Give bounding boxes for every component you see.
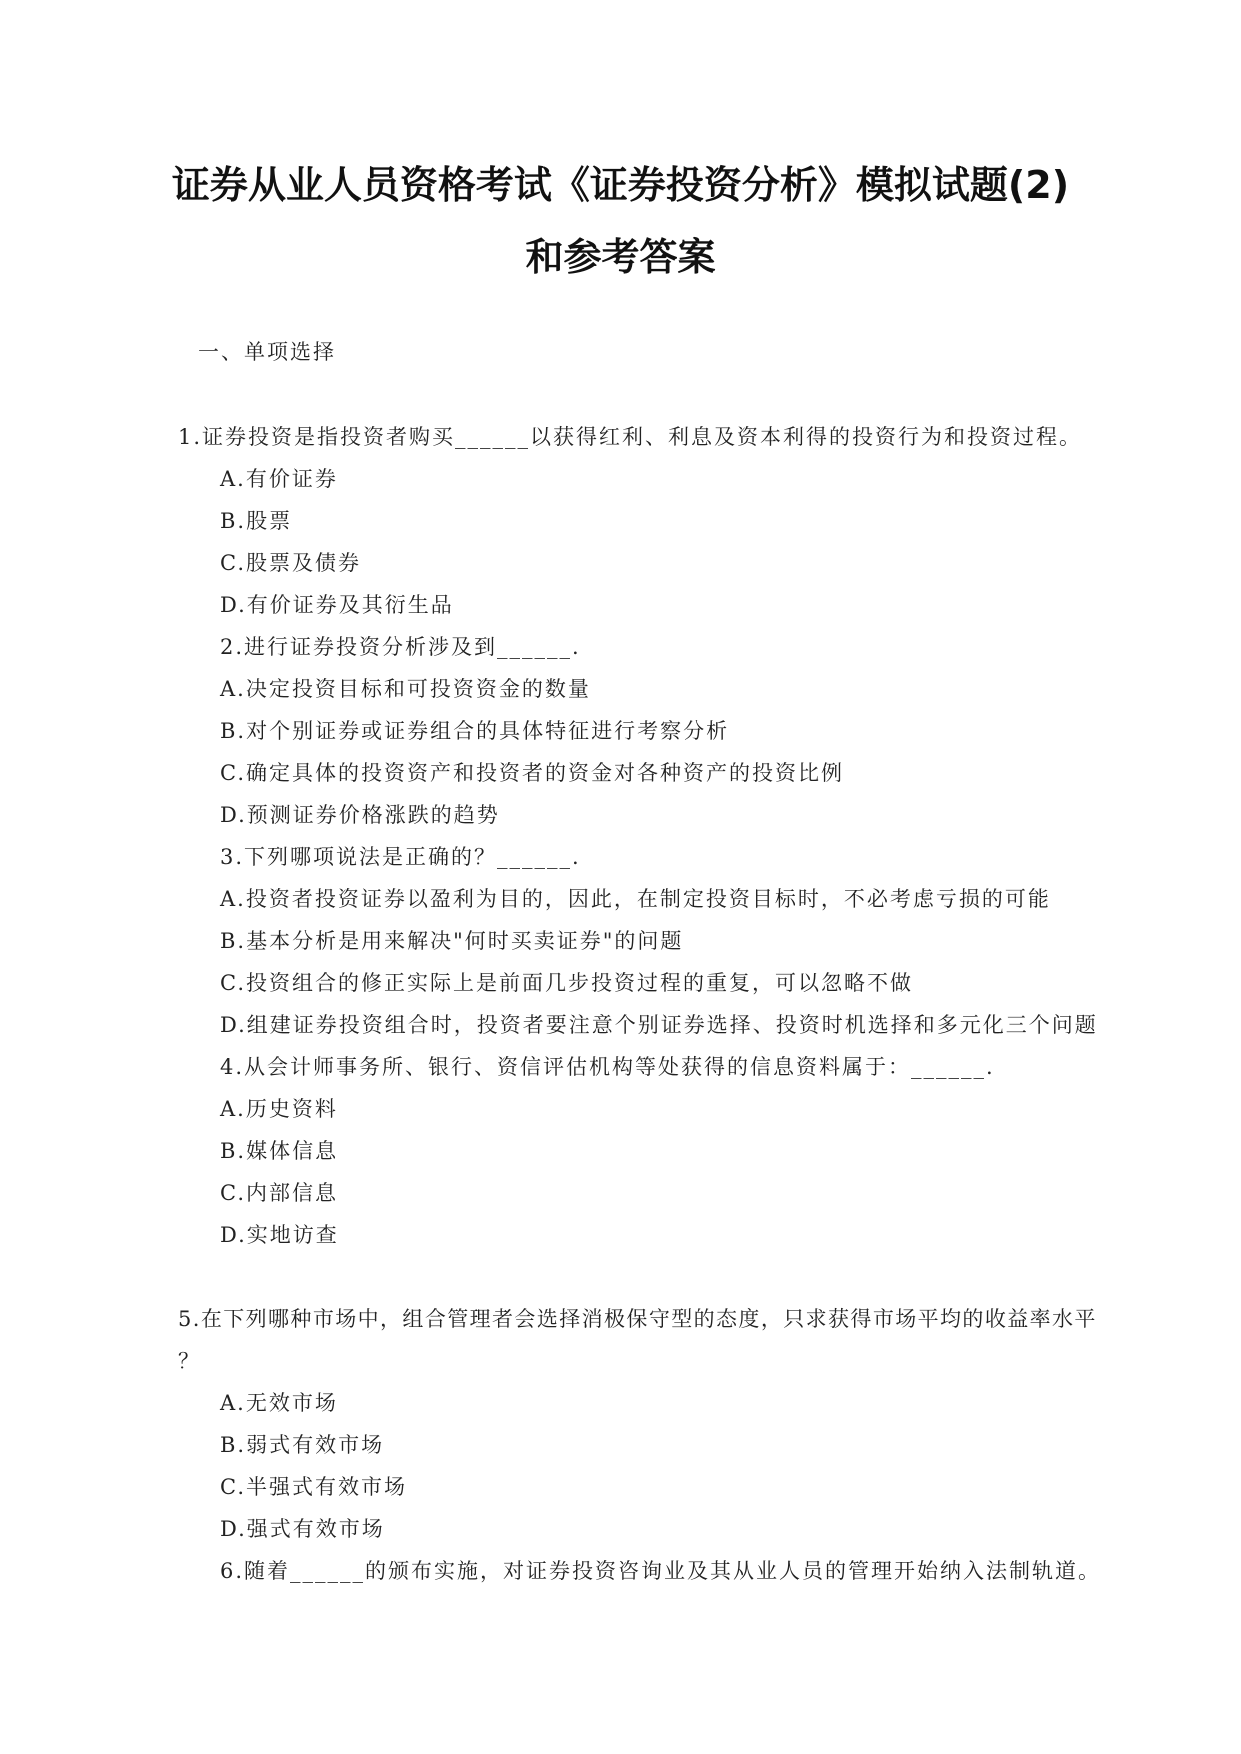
question-4: 4.从会计师事务所、银行、资信评估机构等处获得的信息资料属于：______. [220,1055,995,1079]
question-2-option-d: D.预测证券价格涨跌的趋势 [220,803,500,827]
question-1-option-c: C.股票及债券 [220,551,361,575]
question-4-option-a: A.历史资料 [220,1097,338,1121]
question-5-option-a: A.无效市场 [220,1391,338,1415]
question-4-option-b: B.媒体信息 [220,1139,339,1163]
question-1-option-a: A.有价证券 [220,467,338,491]
question-2-option-a: A.决定投资目标和可投资资金的数量 [220,677,591,701]
question-4-option-d: D.实地访查 [220,1223,339,1247]
question-4-option-c: C.内部信息 [220,1181,338,1205]
question-5-option-c: C.半强式有效市场 [220,1475,407,1499]
question-5-option-b: B.弱式有效市场 [220,1433,385,1457]
question-1-option-b: B.股票 [220,509,293,533]
question-5: 5.在下列哪种市场中，组合管理者会选择消极保守型的态度，只求获得市场平均的收益率水平 [178,1307,1097,1331]
question-5-continuation: ？ [178,1349,201,1373]
document-title-line-2: 和参考答案 [525,235,716,279]
question-2-option-c: C.确定具体的投资资产和投资者的资金对各种资产的投资比例 [220,761,844,785]
question-2: 2.进行证券投资分析涉及到______. [220,635,581,659]
question-3-option-d: D.组建证券投资组合时，投资者要注意个别证券选择、投资时机选择和多元化三个问题 [220,1013,1098,1037]
question-3-option-b: B.基本分析是用来解决"何时买卖证券"的问题 [220,929,684,953]
section-heading: 一、单项选择 [198,340,336,364]
question-3: 3.下列哪项说法是正确的？______. [220,845,581,869]
question-6: 6.随着______的颁布实施，对证券投资咨询业及其从业人员的管理开始纳入法制轨道。 [220,1559,1102,1583]
question-1: 1.证券投资是指投资者购买______以获得红利、利息及资本利得的投资行为和投资过程。 [178,425,1083,449]
question-1-option-d: D.有价证券及其衍生品 [220,593,454,617]
question-3-option-c: C.投资组合的修正实际上是前面几步投资过程的重复，可以忽略不做 [220,971,913,995]
question-2-option-b: B.对个别证券或证券组合的具体特征进行考察分析 [220,719,730,743]
document-title-line-1: 证券从业人员资格考试《证券投资分析》模拟试题(2) [171,163,1070,207]
question-5-option-d: D.强式有效市场 [220,1517,385,1541]
question-3-option-a: A.投资者投资证券以盈利为目的，因此，在制定投资目标时，不必考虑亏损的可能 [220,887,1051,911]
